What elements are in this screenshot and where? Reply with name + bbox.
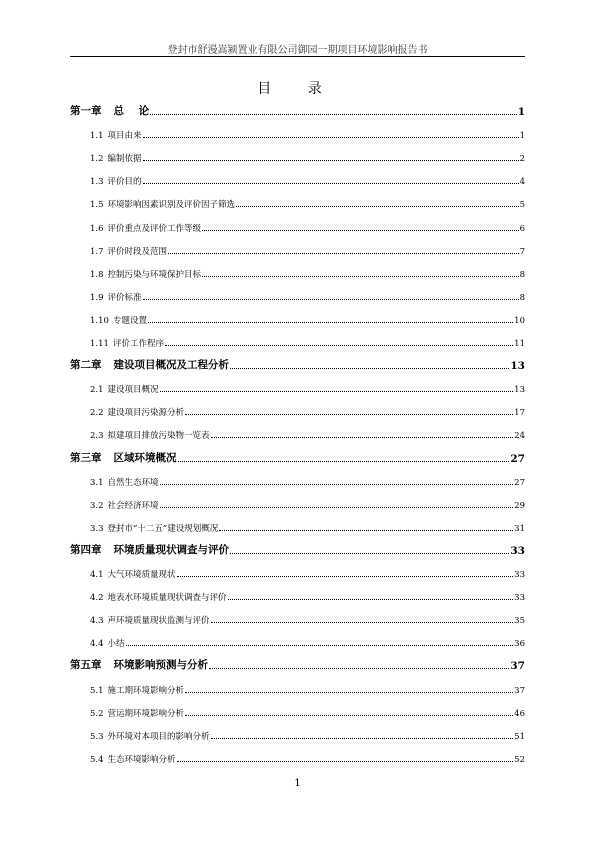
toc-section-entry[interactable]: [90, 635, 525, 649]
toc-entry-page: 8: [519, 292, 525, 303]
toc-entry-number: 1.9: [90, 292, 104, 303]
dot-leader: [185, 414, 513, 415]
toc-section-entry[interactable]: [90, 728, 525, 742]
toc-entry-number: 1.5: [90, 200, 104, 211]
dot-leader: [160, 507, 514, 508]
dot-leader: [219, 530, 513, 531]
toc-entry-label: [90, 291, 142, 303]
toc-entry-number: 2.2: [90, 408, 104, 419]
toc-section-entry[interactable]: [90, 497, 525, 511]
dot-leader: [209, 668, 509, 669]
toc-entry-title: 登封市“十二五”建设规划概况: [107, 523, 219, 534]
toc-entry-label: [90, 152, 142, 164]
toc-entry-title: 地表水环境质量现状调查与评价: [107, 593, 227, 604]
toc-entry-title: 建设项目污染源分析: [107, 408, 185, 419]
dot-leader: [185, 715, 513, 716]
toc-entry-number: 5.3: [90, 731, 104, 742]
toc-entry-page: 2: [519, 154, 525, 165]
toc-entry-title: 评价工作程序: [112, 339, 164, 349]
toc-entry-label: [70, 357, 229, 372]
toc-chapter-entry[interactable]: [70, 543, 525, 557]
toc-entry-number: 4.2: [90, 593, 104, 604]
toc-entry-title: 控制污染与环境保护目标: [107, 269, 202, 280]
toc-entry-page: 33: [514, 570, 525, 580]
toc-section-entry[interactable]: [90, 312, 525, 326]
dot-leader: [126, 645, 514, 646]
toc-entry-number: 2.1: [90, 385, 104, 396]
dot-leader: [211, 738, 514, 739]
dot-leader: [177, 576, 514, 577]
toc-entry-title: 评价目的: [107, 177, 142, 188]
toc-entry-label: [90, 268, 201, 280]
toc-section-entry[interactable]: [90, 289, 525, 303]
toc-entry-page: 35: [514, 616, 525, 627]
toc-entry-title: 项目由来: [107, 131, 142, 142]
toc-entry-page: 1: [519, 131, 525, 142]
toc-entry-title: 环境影响预测与分析: [113, 659, 208, 672]
dot-leader: [211, 437, 514, 438]
toc-entry-label: [90, 314, 147, 326]
toc-entry-number: 1.2: [90, 154, 104, 165]
toc-entry-page: 52: [514, 754, 525, 765]
toc-entry-number: 1.6: [90, 223, 104, 234]
toc-entry-number: 3.2: [90, 500, 104, 511]
toc-entry-page: 27: [510, 452, 525, 465]
toc-entry-title: 施工期环境影响分析: [107, 685, 185, 696]
dot-leader: [143, 137, 519, 138]
toc-entry-title: 生态环境影响分析: [107, 754, 176, 765]
dot-leader: [177, 761, 514, 762]
toc-entry-title: 编制依据: [107, 154, 142, 165]
toc-entry-number: 第二章: [70, 359, 102, 372]
toc-entry-label: [90, 383, 159, 395]
toc-entry-label: [90, 707, 184, 719]
toc-entry-title: 拟建项目排放污染物一览表: [107, 431, 210, 442]
toc-entry-number: 1.10: [90, 315, 109, 326]
toc-entry-number: 5.4: [90, 754, 104, 765]
toc-entry-label: [90, 568, 176, 580]
toc-title: 目 录: [257, 81, 338, 97]
toc-entry-title: 区域环境概况: [113, 451, 177, 464]
toc-section-entry[interactable]: [90, 127, 525, 141]
toc-chapter-entry[interactable]: [70, 658, 525, 672]
toc-entry-page: 6: [519, 223, 525, 234]
toc-entry-label: [90, 406, 184, 418]
toc-entry-label: [90, 614, 210, 626]
dot-leader: [202, 276, 519, 277]
toc-entry-title: 声环境质量现状监测与评价: [107, 616, 210, 627]
toc-section-entry[interactable]: [90, 196, 525, 210]
toc-section-entry[interactable]: [90, 612, 525, 626]
toc-entry-label: [90, 476, 159, 488]
toc-section-entry[interactable]: [90, 427, 525, 441]
toc-entry-label: [90, 222, 201, 234]
toc-entry-number: 5.1: [90, 685, 104, 696]
dot-leader: [211, 622, 514, 623]
toc-entry-label: [90, 684, 184, 696]
toc-entry-label: [90, 337, 164, 349]
toc-entry-label: [90, 637, 125, 649]
header-divider: [70, 56, 525, 57]
toc-entry-title: 自然生态环境: [107, 477, 159, 488]
toc-entry-title: 外环境对本项目的影响分析: [107, 731, 210, 742]
toc-entry-title: 专题设置: [112, 315, 147, 326]
running-header: 登封市舒漫嵩颍置业有限公司御园一期项目环境影响报告书: [167, 45, 428, 56]
toc-entry-page: 51: [514, 731, 525, 742]
dot-leader: [143, 299, 519, 300]
toc-entry-page: 17: [514, 408, 525, 419]
dot-leader: [230, 553, 509, 554]
toc-chapter-entry[interactable]: [70, 358, 525, 372]
toc-entry-label: [90, 175, 142, 187]
dot-leader: [150, 114, 517, 115]
toc-section-entry[interactable]: [90, 705, 525, 719]
toc-section-entry[interactable]: [90, 589, 525, 603]
toc-entry-label: [90, 429, 210, 441]
toc-chapter-entry[interactable]: [70, 104, 525, 118]
toc-entry-label: [90, 730, 210, 742]
toc-entry-page: 7: [519, 246, 525, 257]
toc-section-entry[interactable]: [90, 566, 525, 580]
dot-leader: [143, 160, 519, 161]
toc-entry-number: 1.11: [90, 339, 109, 349]
dot-leader: [228, 599, 514, 600]
toc-entry-page: 33: [510, 544, 525, 557]
toc-entry-title: 小结: [107, 639, 125, 650]
dot-leader: [148, 322, 513, 323]
toc-entry-number: 1.1: [90, 131, 104, 142]
toc-entry-label: [70, 542, 229, 557]
toc-entry-page: 5: [519, 200, 525, 211]
toc-entry-title: 环境影响因素识别及评价因子筛选: [107, 200, 236, 211]
dot-leader: [185, 692, 513, 693]
toc-entry-page: 13: [510, 360, 525, 373]
dot-leader: [165, 345, 513, 346]
toc-entry-title: 评价标准: [107, 292, 142, 303]
toc-entry-page: 46: [514, 708, 525, 719]
toc-entry-label: [70, 103, 149, 118]
toc-entry-page: 10: [514, 315, 525, 326]
toc-entry-number: 5.2: [90, 708, 104, 719]
toc-entry-number: 第一章: [70, 105, 102, 117]
toc-section-entry[interactable]: [90, 751, 525, 765]
toc-entry-number: 4.1: [90, 570, 104, 580]
toc-section-entry[interactable]: [90, 474, 525, 488]
toc-entry-title: 建设项目概况及工程分析: [113, 359, 229, 372]
toc-entry-label: [90, 499, 159, 511]
toc-entry-title: 建设项目概况: [107, 385, 159, 396]
toc-entry-label: [90, 753, 176, 765]
toc-entry-page: 1: [517, 106, 525, 118]
toc-entry-label: [90, 245, 167, 257]
toc-entry-page: 8: [519, 269, 525, 280]
toc-entry-label: [70, 657, 208, 672]
toc-entry-number: 4.4: [90, 639, 104, 650]
dot-leader: [236, 206, 519, 207]
toc-entry-title: 评价重点及评价工作等级: [107, 223, 202, 234]
toc-entry-title: 总 论: [113, 105, 150, 117]
dot-leader: [160, 484, 514, 485]
dot-leader: [202, 230, 519, 231]
dot-leader: [168, 253, 519, 254]
toc-entry-page: 4: [519, 177, 525, 188]
toc-entry-number: 1.7: [90, 246, 104, 257]
toc-section-entry[interactable]: [90, 173, 525, 187]
toc-entry-number: 第五章: [70, 659, 102, 672]
dot-leader: [160, 391, 514, 392]
dot-leader: [178, 461, 510, 462]
toc-section-entry[interactable]: [90, 243, 525, 257]
toc-section-entry[interactable]: [90, 682, 525, 696]
toc-entry-label: [90, 591, 227, 603]
toc-entry-label: [90, 522, 218, 534]
toc-entry-number: 4.3: [90, 616, 104, 627]
toc-entry-page: 11: [514, 339, 525, 349]
toc-entry-number: 2.3: [90, 431, 104, 442]
toc-section-entry[interactable]: [90, 335, 525, 349]
toc-entry-page: 37: [514, 685, 525, 696]
toc-section-entry[interactable]: [90, 150, 525, 164]
toc-entry-page: 27: [514, 477, 525, 488]
toc-entry-number: 3.3: [90, 523, 104, 534]
toc-section-entry[interactable]: [90, 381, 525, 395]
toc-entry-page: 37: [510, 660, 525, 673]
toc-entry-number: 第四章: [70, 543, 102, 556]
toc-entry-number: 3.1: [90, 477, 104, 488]
toc-section-entry[interactable]: [90, 220, 525, 234]
toc-entry-page: 33: [514, 593, 525, 604]
toc-entry-page: 13: [514, 385, 525, 396]
toc-section-entry[interactable]: [90, 404, 525, 418]
toc-section-entry[interactable]: [90, 520, 525, 534]
dot-leader: [143, 183, 519, 184]
toc-entry-number: 1.8: [90, 269, 104, 280]
toc-entry-page: 24: [514, 431, 525, 442]
toc-entry-title: 大气环境质量现状: [107, 570, 176, 580]
toc-entry-label: [70, 450, 177, 465]
toc-entry-title: 营运期环境影响分析: [107, 708, 185, 719]
toc-entry-title: 社会经济环境: [107, 500, 159, 511]
toc-entry-page: 36: [514, 639, 525, 650]
toc-entry-page: 31: [514, 523, 525, 534]
toc-section-entry[interactable]: [90, 266, 525, 280]
toc-entry-title: 评价时段及范围: [107, 246, 168, 257]
toc-entry-number: 第三章: [70, 451, 102, 464]
toc-entry-label: [90, 129, 142, 141]
toc-entry-number: 1.3: [90, 177, 104, 188]
toc-entry-page: 29: [514, 500, 525, 511]
toc-chapter-entry[interactable]: [70, 451, 525, 465]
dot-leader: [230, 368, 509, 369]
toc-entry-label: [90, 198, 235, 210]
toc-entry-title: 环境质量现状调查与评价: [113, 543, 229, 556]
page-number: 1: [294, 778, 301, 789]
